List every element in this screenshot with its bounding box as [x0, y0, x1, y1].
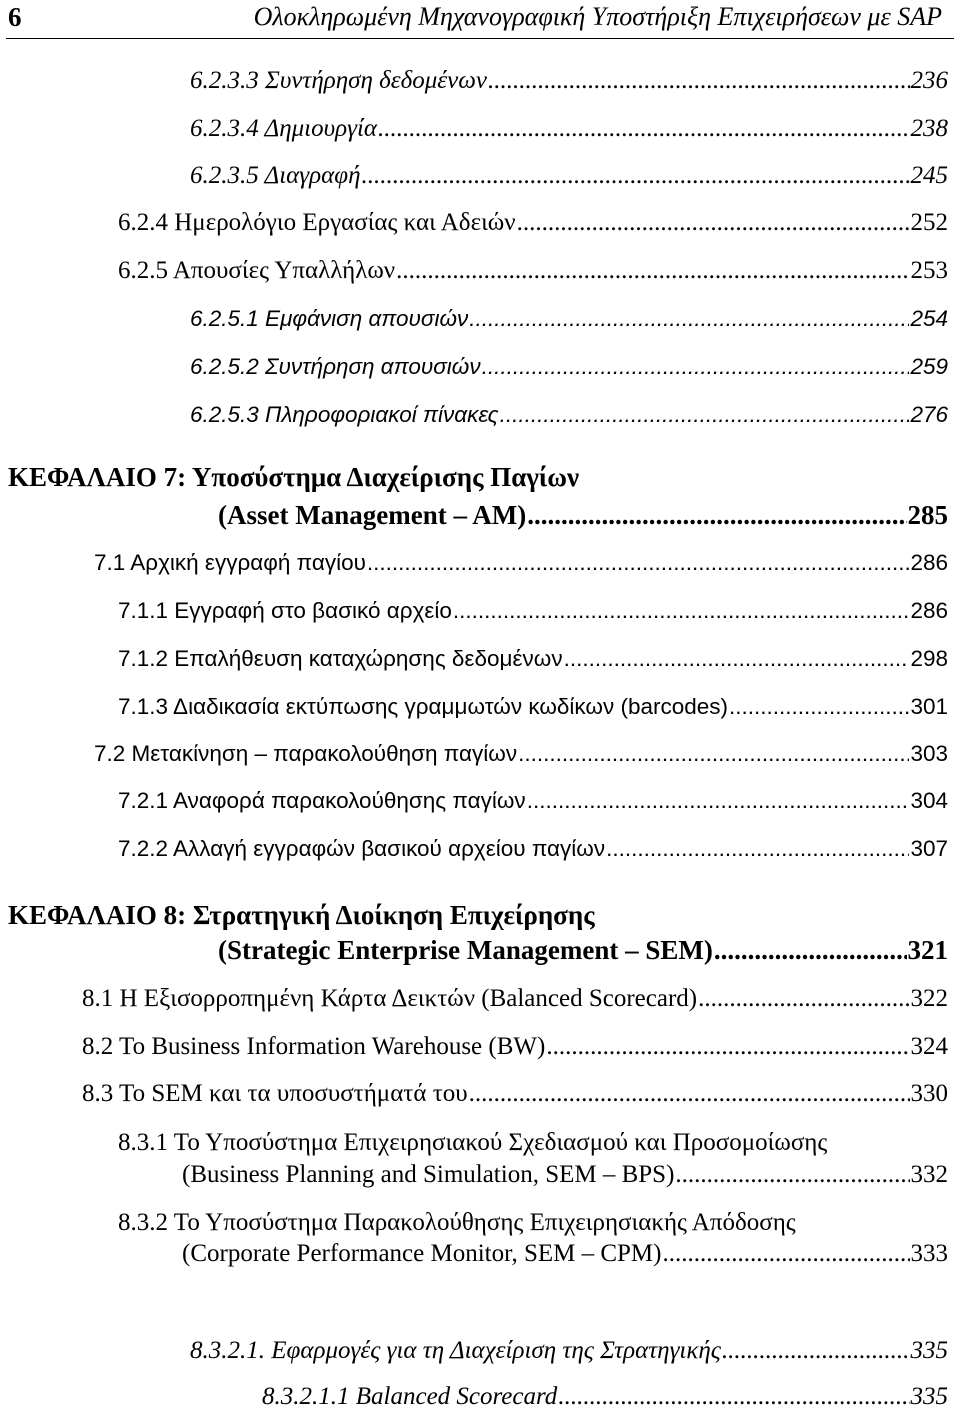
toc-entry-title: 8.1 Η Εξισορροπημένη Κάρτα Δεικτών (Balanced Scorecard)	[82, 985, 698, 1012]
toc-entry-title: 8.3.2.1.1 Balanced Scorecard	[262, 1383, 558, 1410]
toc-entry	[190, 356, 948, 379]
toc-entry-title: 6.2.5.3 Πληροφοριακοί πίνακες	[190, 402, 499, 427]
toc-entry-page: 333	[910, 1240, 948, 1267]
leader-dots	[714, 937, 907, 964]
toc-entry-title: 7.2.2 Αλλαγή εγγραφών βασικού αρχείου παγίων	[118, 836, 606, 861]
toc-entry-title: 6.2.4 Ημερολόγιο Εργασίας και Αδειών	[118, 209, 516, 236]
toc-entry	[190, 68, 948, 93]
leader-dots	[469, 1081, 910, 1106]
leader-dots	[558, 1384, 909, 1409]
toc-entry-page: 254	[910, 306, 948, 331]
toc-entry	[94, 552, 948, 575]
toc-entry	[262, 1384, 948, 1409]
leader-dots	[564, 648, 910, 671]
toc-entry	[190, 308, 948, 331]
toc-entry	[82, 1081, 948, 1106]
toc-entry	[118, 258, 948, 283]
leader-dots	[396, 258, 909, 283]
leader-dots	[675, 1162, 909, 1187]
toc-entry	[118, 696, 948, 719]
toc-entry-title: 7.1.3 Διαδικασία εκτύπωσης γραμμωτών κωδίκων (barcodes)	[118, 694, 729, 719]
toc-entry-title: 7.1.1 Εγγραφή στο βασικό αρχείο	[118, 598, 452, 623]
toc-entry-page: 301	[910, 694, 948, 719]
toc-entry-page: 321	[907, 935, 948, 965]
toc-entry	[182, 1162, 948, 1187]
toc-entry-title: 7.1.2 Επαλήθευση καταχώρησης δεδομένων	[118, 646, 563, 671]
page-number: 6	[8, 2, 22, 32]
leader-dots	[488, 68, 910, 93]
toc-entry	[190, 404, 948, 427]
toc-entry	[118, 838, 948, 861]
leader-dots	[517, 210, 910, 235]
toc-entry-title: 8.3 Το SEM και τα υποσυστήματά του	[82, 1080, 468, 1107]
leader-dots	[367, 552, 910, 575]
chapter-7-heading: ΚΕΦΑΛΑΙΟ 7: Υποσύστημα Διαχείρισης Παγίων	[8, 462, 580, 492]
chapter-8-heading: ΚΕΦΑΛΑΙΟ 8: Στρατηγική Διοίκηση Επιχείρησης	[8, 900, 595, 930]
toc-entry	[190, 116, 948, 141]
toc-entry-title: (Strategic Enterprise Management – SEM)	[218, 935, 713, 965]
toc-entry-title: 6.2.5.2 Συντήρηση απουσιών	[190, 354, 481, 379]
toc-entry-page: 245	[910, 162, 948, 189]
toc-entry	[118, 600, 948, 623]
leader-dots	[362, 163, 910, 188]
toc-entry-title: 8.3.2.1. Εφαρμογές για τη Διαχείριση της Στρατηγικής	[190, 1337, 721, 1364]
toc-entry-line1	[118, 1130, 948, 1155]
toc-entry-page: 252	[910, 209, 948, 236]
leader-dots	[722, 1338, 910, 1363]
toc-entry-title: 7.2 Μετακίνηση – παρακολούθηση παγίων	[94, 741, 518, 766]
toc-entry-page: 307	[910, 836, 948, 861]
leader-dots	[527, 502, 906, 529]
toc-entry-page: 322	[910, 985, 948, 1012]
toc-entry-title: (Corporate Performance Monitor, SEM – CPM)	[182, 1240, 662, 1267]
toc-entry-title: 6.2.5.1 Εμφάνιση απουσιών	[190, 306, 469, 331]
toc-entry-page: 335	[910, 1383, 948, 1410]
toc-entry-page: 332	[910, 1161, 948, 1188]
toc-entry-page: 298	[910, 646, 948, 671]
toc-entry-title: (Asset Management – AM)	[218, 500, 527, 530]
toc-entry-page: 286	[910, 550, 948, 575]
running-title: Ολοκληρωμένη Μηχανογραφική Υποστήριξη Επιχειρήσεων με SAP	[253, 2, 942, 31]
toc-entry-page: 285	[907, 500, 948, 530]
leader-dots	[527, 790, 910, 813]
toc-entry-title: 8.3.1 Το Υποσύστημα Επιχειρησιακού Σχεδιασμού και Προσομοίωσης	[118, 1129, 828, 1156]
toc-entry-page: 276	[910, 402, 948, 427]
leader-dots	[729, 696, 909, 719]
toc-entry	[118, 210, 948, 235]
leader-dots	[453, 600, 910, 623]
toc-entry-page: 236	[910, 67, 948, 94]
toc-entry	[182, 1241, 948, 1266]
toc-entry	[118, 790, 948, 813]
leader-dots	[482, 356, 910, 379]
toc-entry-page: 259	[910, 354, 948, 379]
toc-entry-page: 330	[910, 1080, 948, 1107]
toc-entry-page: 253	[910, 257, 948, 284]
chapter-8-subtitle	[218, 937, 948, 964]
leader-dots	[662, 1241, 909, 1266]
toc-entry	[190, 163, 948, 188]
leader-dots	[500, 404, 910, 427]
toc-entry	[94, 743, 948, 766]
toc-entry	[190, 1338, 948, 1363]
toc-entry-page: 324	[910, 1033, 948, 1060]
leader-dots	[606, 838, 909, 861]
toc-entry-title: 7.1 Αρχική εγγραφή παγίου	[94, 550, 366, 575]
toc-entry	[118, 648, 948, 671]
leader-dots	[698, 986, 909, 1011]
toc-entry-title: 6.2.3.3 Συντήρηση δεδομένων	[190, 67, 487, 94]
toc-entry-page: 303	[910, 741, 948, 766]
toc-entry-title: 6.2.3.5 Διαγραφή	[190, 162, 361, 189]
toc-entry-title: 8.3.2 Το Υποσύστημα Παρακολούθησης Επιχειρησιακής Απόδοσης	[118, 1209, 796, 1236]
toc-entry-page: 286	[910, 598, 948, 623]
toc-entry-page: 304	[910, 788, 948, 813]
toc-entry-line1	[118, 1210, 948, 1235]
toc-entry-title: 6.2.5 Απουσίες Υπαλλήλων	[118, 257, 396, 284]
toc-entry-title: 8.2 Το Business Information Warehouse (BW)	[82, 1033, 546, 1060]
toc-entry	[82, 986, 948, 1011]
toc-entry-title: 7.2.1 Αναφορά παρακολούθησης παγίων	[118, 788, 526, 813]
leader-dots	[469, 308, 909, 331]
toc-entry-page: 335	[910, 1337, 948, 1364]
leader-dots	[378, 116, 909, 141]
chapter-7-subtitle	[218, 502, 948, 529]
toc-entry-title: (Business Planning and Simulation, SEM – BPS)	[182, 1161, 675, 1188]
leader-dots	[518, 743, 909, 766]
toc-entry-page: 238	[910, 115, 948, 142]
toc-entry	[82, 1034, 948, 1059]
toc-entry-title: 6.2.3.4 Δημιουργία	[190, 115, 378, 142]
leader-dots	[546, 1034, 909, 1059]
